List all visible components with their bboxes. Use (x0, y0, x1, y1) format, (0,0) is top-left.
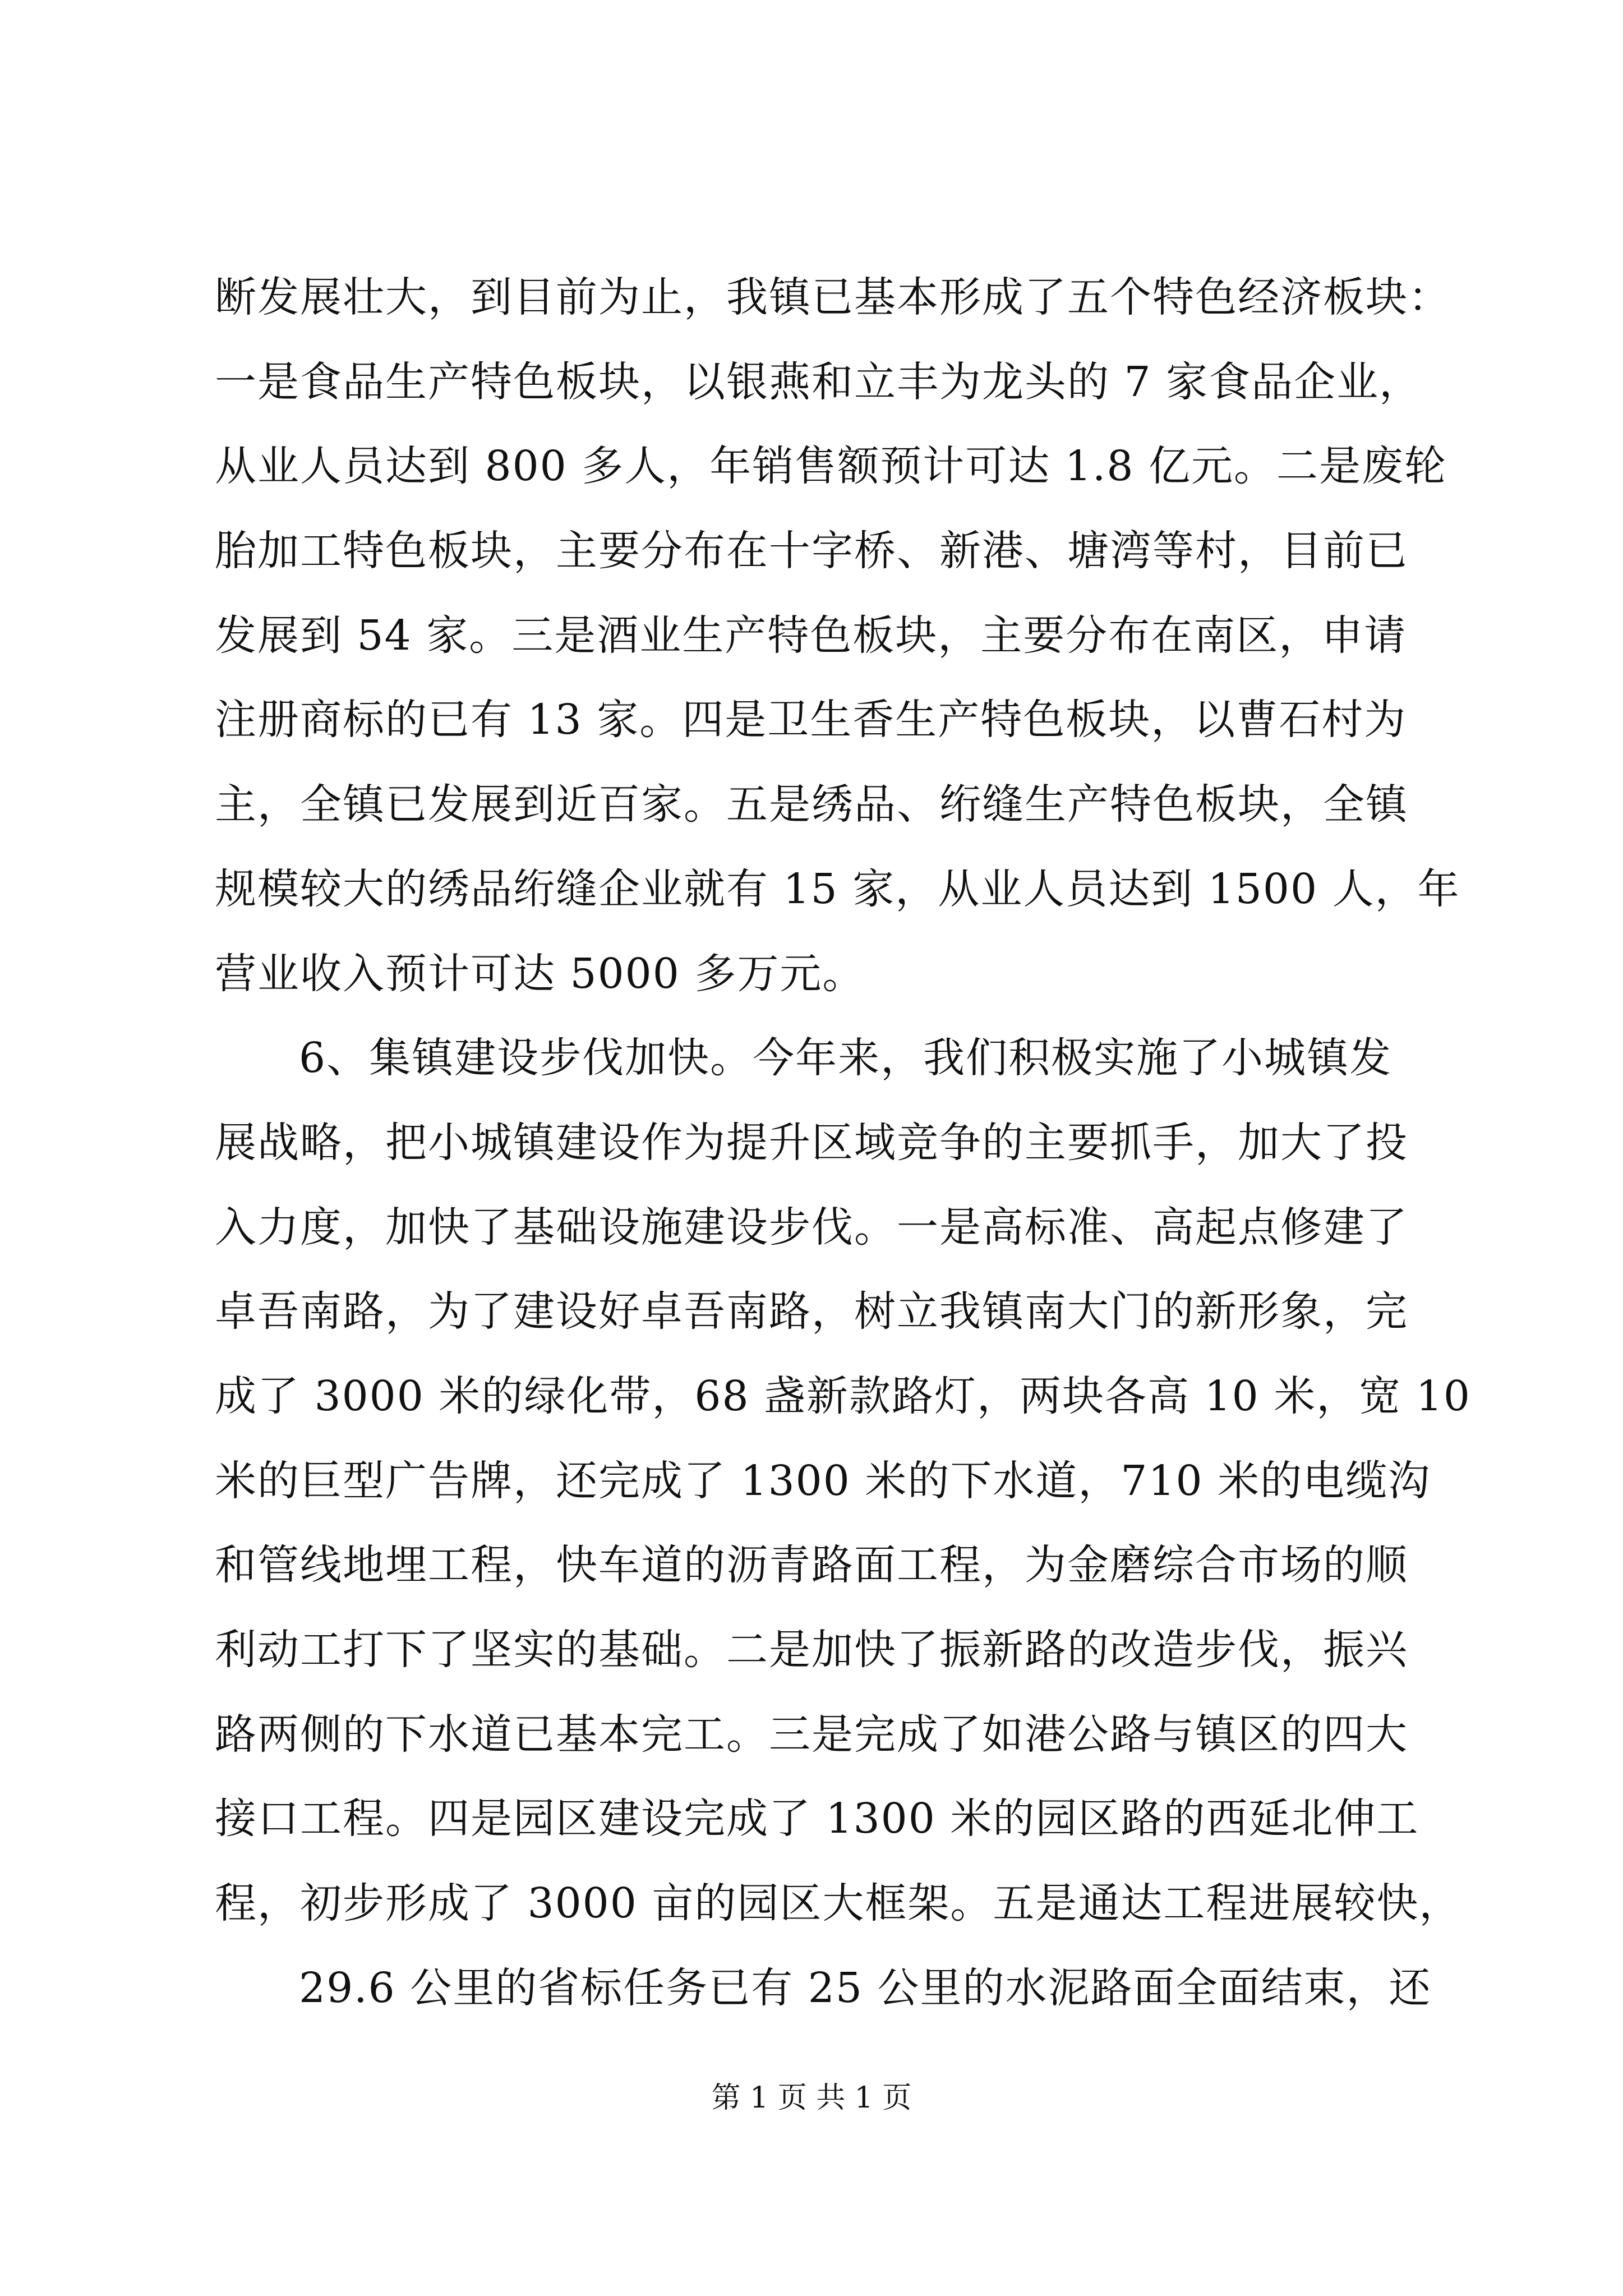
text-line: 展战略，把小城镇建设作为提升区域竞争的主要抓手，加大了投 (215, 1118, 1408, 1167)
document-body (215, 255, 1471, 2030)
text-line: 和管线地埋工程，快车道的沥青路面工程，为金磨综合市场的顺 (215, 1541, 1408, 1590)
text-line: 营业收入预计可达 5000 多万元。 (215, 949, 865, 998)
text-line: 注册商标的已有 13 家。四是卫生香生产特色板块，以曹石村为 (215, 696, 1407, 744)
text-line: 6、集镇建设步伐加快。今年来，我们积极实施了小城镇发 (299, 1034, 1393, 1083)
text-line: 胎加工特色板块，主要分布在十字桥、新港、塘湾等村，目前已 (215, 527, 1408, 576)
text-line: 规模较大的绣品绗缝企业就有 15 家，从业人员达到 1500 人，年 (215, 864, 1460, 913)
text-line: 路两侧的下水道已基本完工。三是完成了如港公路与镇区的四大 (215, 1710, 1408, 1759)
page-number-footer: 第 1 页 共 1 页 (711, 2081, 912, 2115)
text-line: 卓吾南路，为了建设好卓吾南路，树立我镇南大门的新形象，完 (215, 1287, 1408, 1336)
text-line: 断发展壮大，到目前为止，我镇已基本形成了五个特色经济板块： (215, 273, 1451, 321)
text-line: 一是食品生产特色板块，以银燕和立丰为龙头的 7 家食品企业， (215, 357, 1422, 406)
text-line: 接口工程。四是园区建设完成了 1300 米的园区路的西延北伸工 (215, 1795, 1419, 1843)
text-line: 成了 3000 米的绿化带，68 盏新款路灯，两块各高 10 米，宽 10 (215, 1372, 1471, 1420)
text-line: 入力度，加快了基础设施建设步伐。一是高标准、高起点修建了 (215, 1203, 1408, 1251)
text-line: 主，全镇已发展到近百家。五是绣品、绗缝生产特色板块，全镇 (215, 780, 1408, 829)
text-line: 利动工打下了坚实的基础。二是加快了振新路的改造步伐，振兴 (215, 1626, 1408, 1674)
text-line: 29.6 公里的省标任务已有 25 公里的水泥路面全面结束，还 (299, 1963, 1432, 2012)
text-line: 米的巨型广告牌，还完成了 1300 米的下水道，710 米的电缆沟 (215, 1456, 1431, 1505)
text-line: 发展到 54 家。三是酒业生产特色板块，主要分布在南区，申请 (215, 611, 1407, 660)
text-line: 从业人员达到 800 多人，年销售额预计可达 1.8 亿元。二是废轮 (215, 442, 1447, 491)
text-line: 程，初步形成了 3000 亩的园区大框架。五是通达工程进展较快， (215, 1879, 1462, 1928)
